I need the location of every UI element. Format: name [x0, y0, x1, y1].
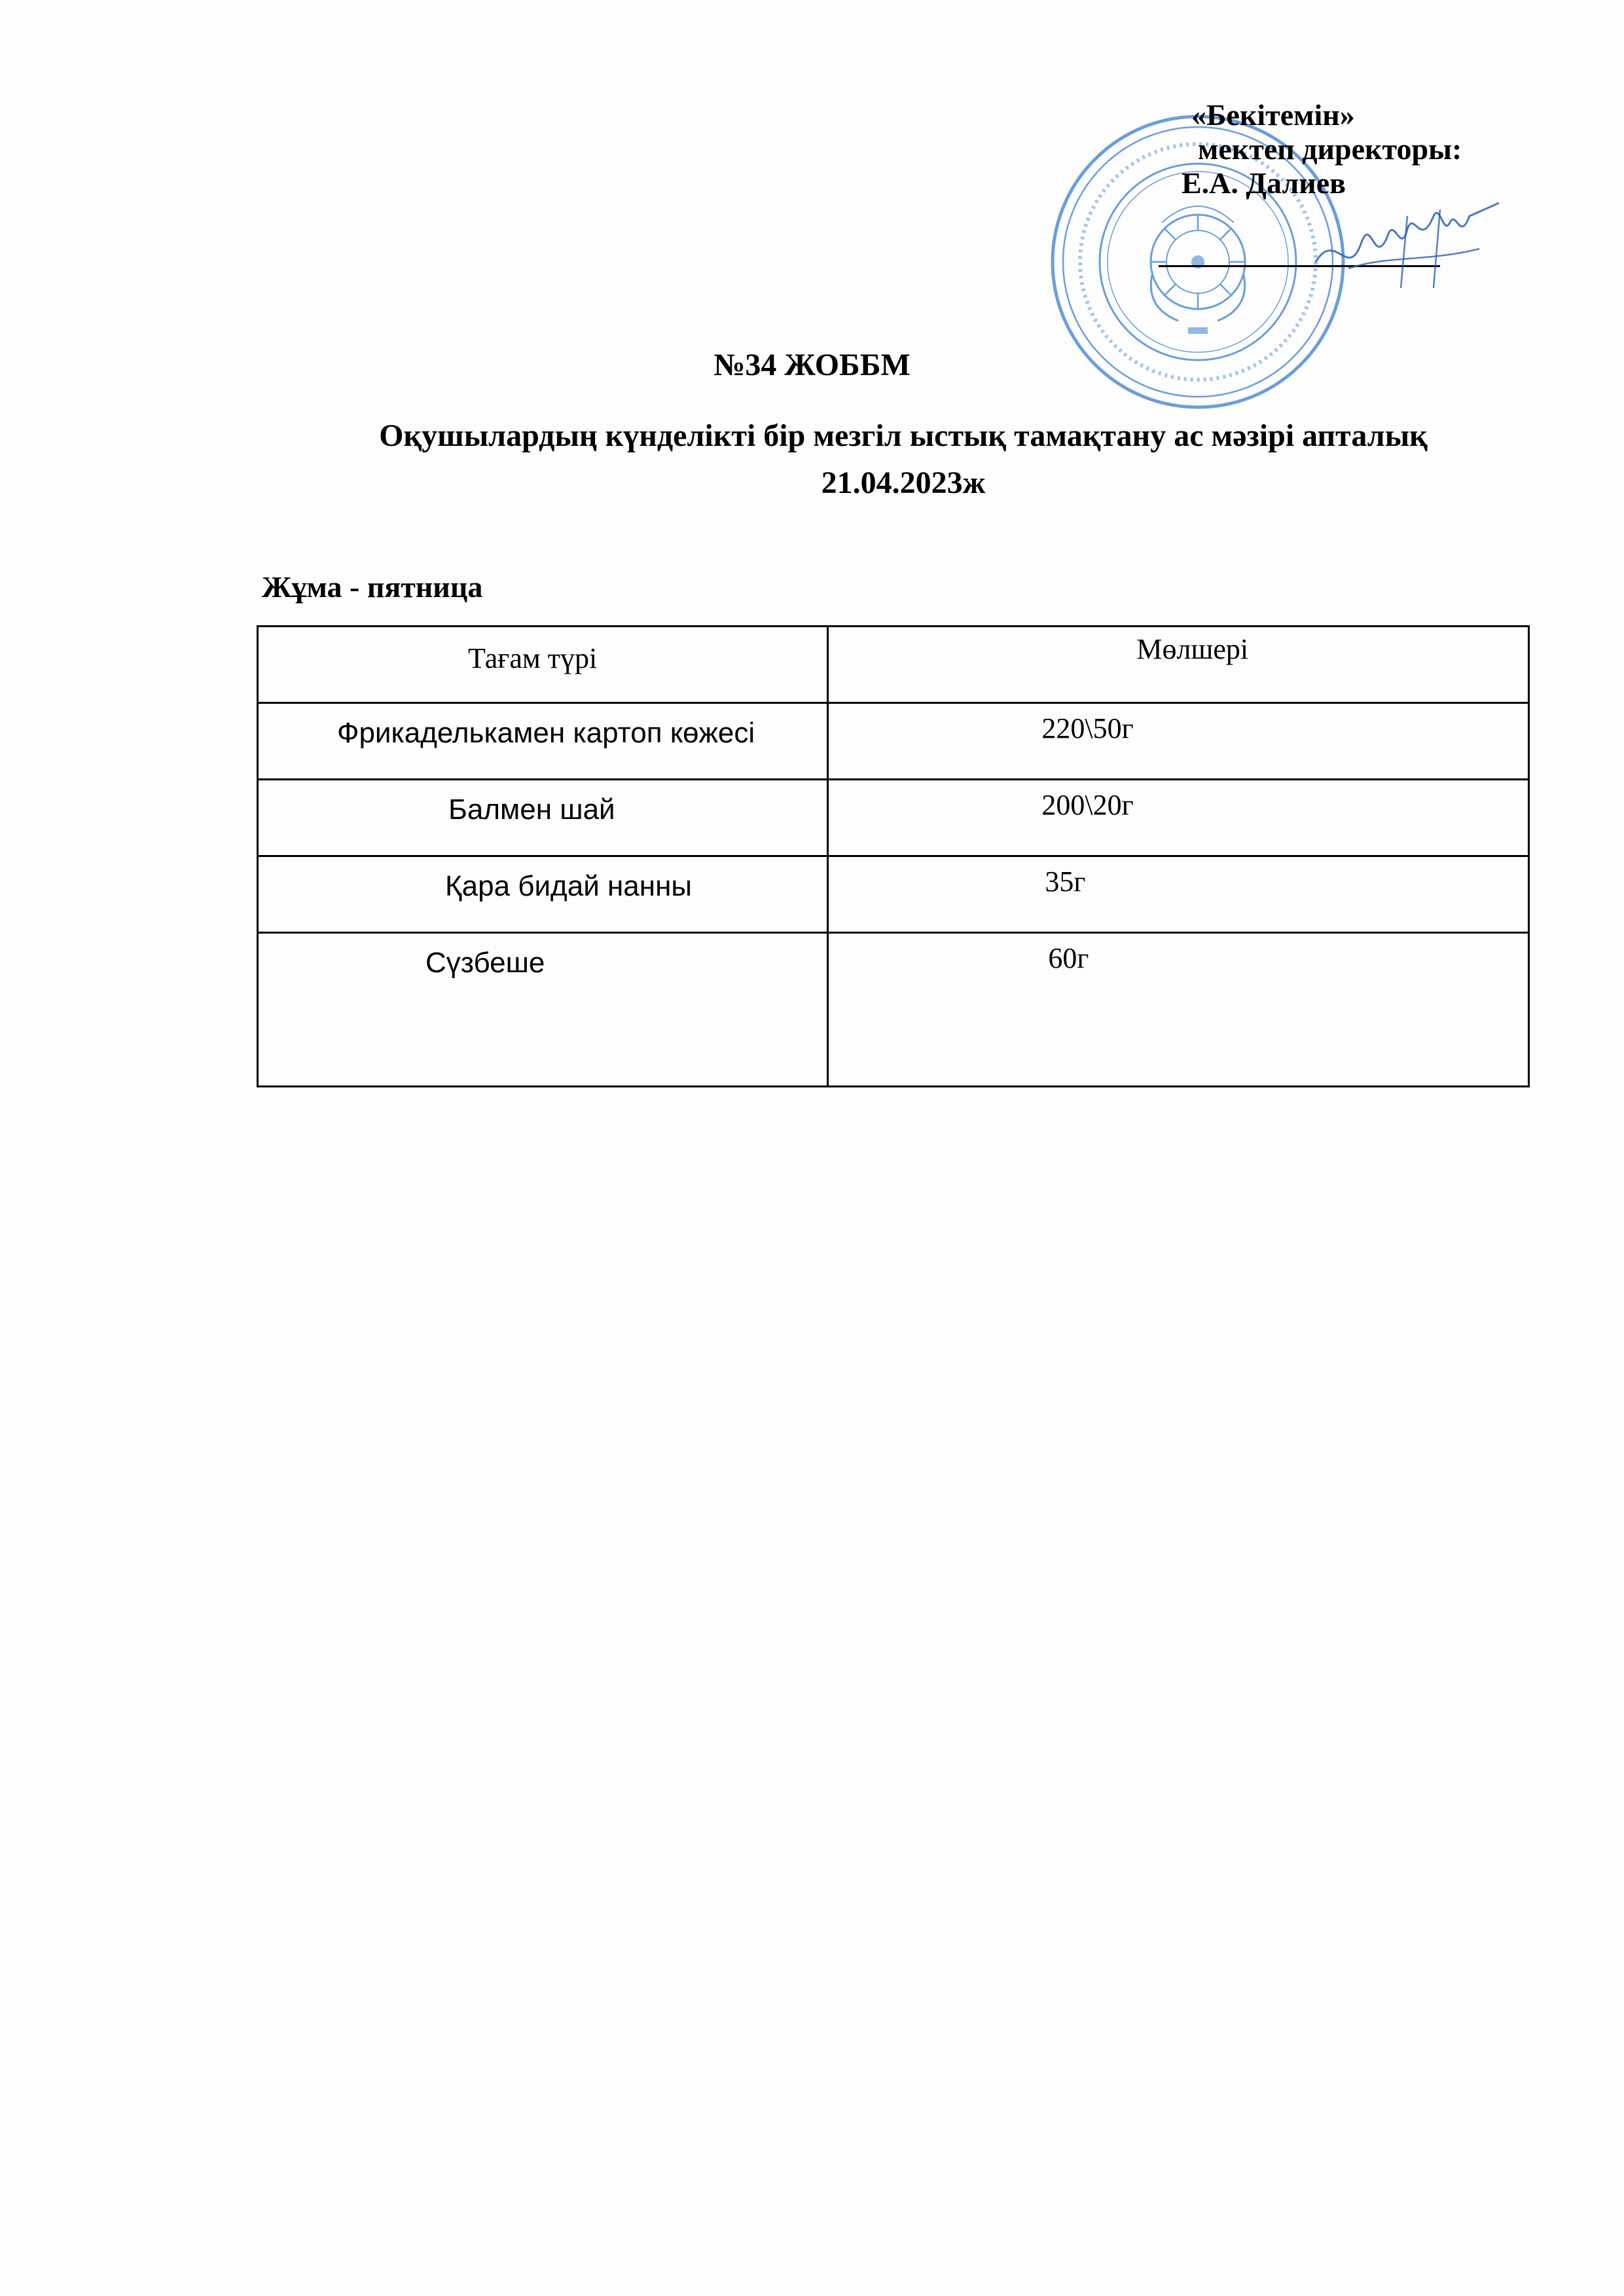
- quantity-cell: 220\50г: [828, 703, 1529, 780]
- food-cell: Фрикаделькамен картоп көжесі: [258, 703, 828, 780]
- quantity-cell: 200\20г: [828, 780, 1529, 856]
- table-row: [258, 703, 1529, 780]
- table-header-row: [258, 627, 1529, 703]
- menu-table: [257, 625, 1530, 1087]
- food-cell: Сүзбеше: [258, 933, 828, 1087]
- school-title: №34 ЖОББМ: [713, 348, 911, 382]
- menu-title: Оқушылардың күнделікті бір мезгіл ыстық тамақтану ас мәзірі апталық: [379, 418, 1428, 453]
- column-header-food: Тағам түрі: [258, 627, 828, 703]
- table-row: [258, 933, 1529, 1087]
- column-header-quantity: Мөлшері: [828, 627, 1529, 703]
- food-cell: Қара бидай нанны: [258, 856, 828, 933]
- food-cell: Балмен шай: [258, 780, 828, 856]
- approval-heading: «Бекітемін»: [1191, 98, 1355, 132]
- approval-position: мектеп директоры:: [1198, 132, 1462, 166]
- menu-title-block: [249, 412, 1558, 507]
- approval-block: [1178, 98, 1462, 200]
- approval-director-name: Е.А. Далиев: [1182, 166, 1346, 200]
- signature-icon: [1309, 190, 1506, 295]
- quantity-cell: 60г: [828, 933, 1529, 1087]
- table-row: [258, 856, 1529, 933]
- weekday-label: Жұма - пятница: [262, 570, 483, 604]
- quantity-cell: 35г: [828, 856, 1529, 933]
- menu-date: 21.04.2023ж: [821, 465, 986, 500]
- table-row: [258, 780, 1529, 856]
